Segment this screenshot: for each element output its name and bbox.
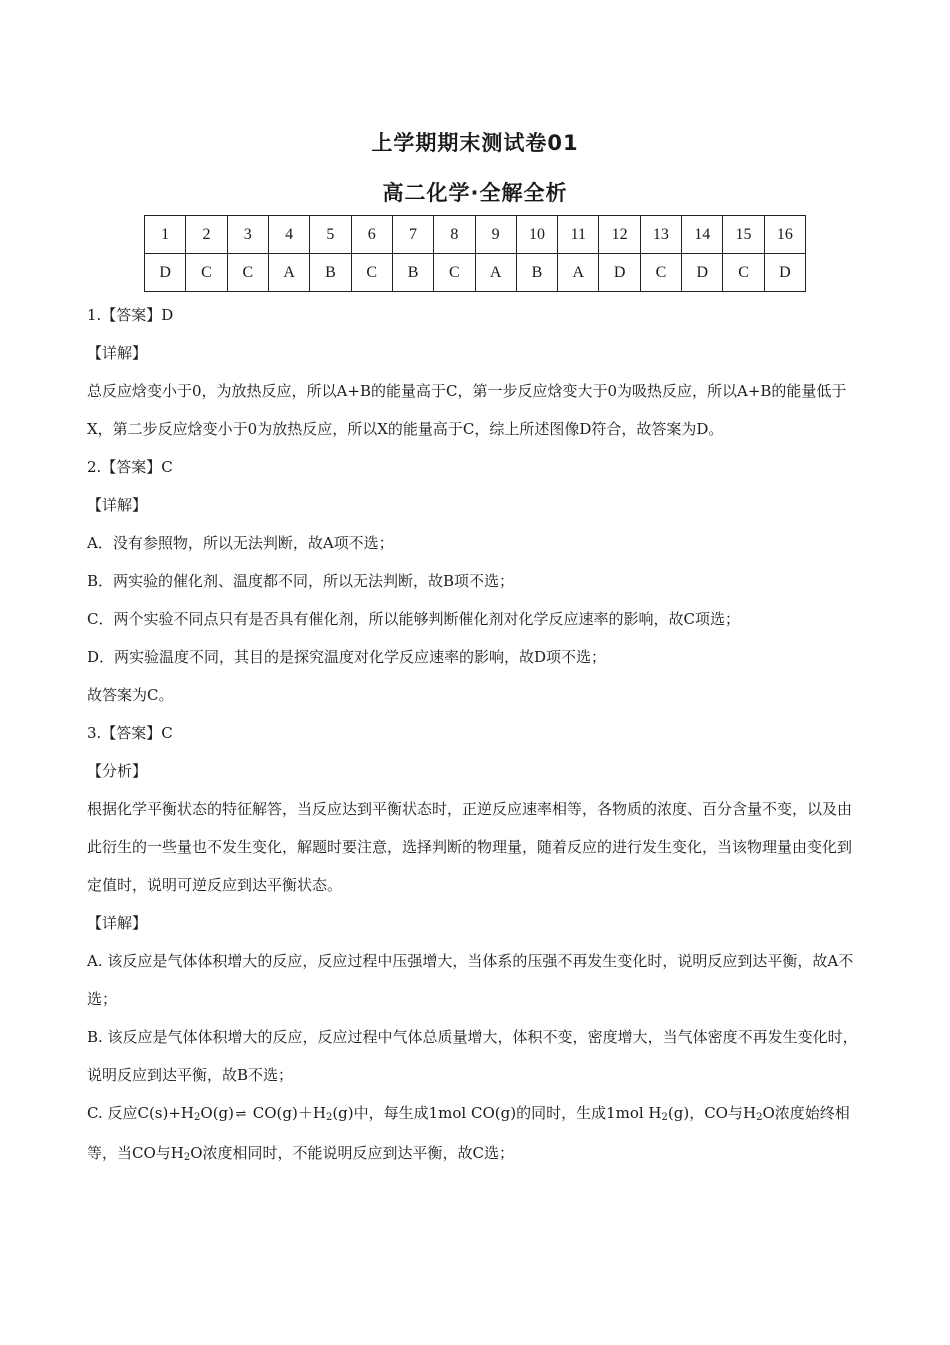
question-number-cell: 16 [764,216,805,254]
page-subtitle: 高二化学·全解全析 [382,181,568,205]
text-run: C. 反应C(s)+H [87,1104,195,1122]
text-run: (g)中，每生成1mol CO(g)的同时，生成1mol H [332,1104,662,1122]
answer-cell: A [558,254,599,292]
answer-table-answer-row [145,254,806,292]
subscript: 2 [325,1112,333,1123]
q1-detail-label: 【详解】 [87,344,148,362]
answer-cell: B [392,254,433,292]
text-run: (g)，CO与H [667,1104,757,1122]
subscript: 2 [661,1112,668,1123]
question-number-cell: 15 [723,216,764,254]
text-run: O(g) [200,1104,234,1122]
question-number-cell: 2 [186,216,227,254]
question-number-cell: 13 [640,216,681,254]
question-number-cell: 10 [516,216,557,254]
q3-option-a: A. 该反应是气体体积增大的反应，反应过程中压强增大，当体系的压强不再发生变化时，说明反应到达平衡，故A不选； [87,952,854,1008]
answer-table [144,215,806,292]
question-number-cell: 3 [227,216,268,254]
answer-table-number-row [145,216,806,254]
q1-detail: 总反应焓变小于0，为放热反应，所以A+B的能量高于C，第一步反应焓变大于0为吸热反应，所以A+B的能量低于X，第二步反应焓变小于0为放热反应，所以X的能量高于C，综上所述图像D符合，故答案为D。 [87,382,847,438]
page-title: 上学期期末测试卷01 [371,131,579,155]
answer-cell: D [145,254,186,292]
answer-cell: D [764,254,805,292]
q2-answer: 2.【答案】C [87,458,173,476]
q2-option-c: C．两个实验不同点只有是否具有催化剂，所以能够判断催化剂对化学反应速率的影响，故C项选； [87,610,740,628]
solutions-body [87,296,865,1172]
q2-detail-label: 【详解】 [87,496,148,514]
question-number-cell: 12 [599,216,640,254]
answer-cell: A [475,254,516,292]
text-run: CO(g)＋H [248,1104,326,1122]
answer-cell: C [351,254,392,292]
q2-option-b: B．两实验的催化剂、温度都不同，所以无法判断，故B项不选； [87,572,515,590]
answer-cell: C [227,254,268,292]
q3-analysis: 根据化学平衡状态的特征解答，当反应达到平衡状态时，正逆反应速率相等，各物质的浓度、百分含量不变，以及由此衍生的一些量也不发生变化，解题时要注意，选择判断的物理量，随着反应的进行发生变化，当该物理量由变化到定值时，说明可逆反应到达平衡状态。 [87,800,853,894]
answer-cell: C [640,254,681,292]
answer-cell: C [186,254,227,292]
subscript: 2 [756,1112,763,1123]
q2-option-a: A．没有参照物，所以无法判断，故A项不选； [87,534,394,552]
question-number-cell: 7 [392,216,433,254]
subscript: 2 [194,1112,201,1123]
q2-conclusion: 故答案为C。 [87,686,174,704]
answer-cell: D [599,254,640,292]
q3-option-c [87,1094,865,1172]
equilibrium-arrow-icon: ⇌ [235,1107,247,1122]
text-run: O浓度始终相等，当CO与H [87,1104,850,1162]
question-number-cell: 1 [145,216,186,254]
question-number-cell: 6 [351,216,392,254]
q3-analysis-label: 【分析】 [87,762,148,780]
q3-detail-label: 【详解】 [87,914,148,932]
question-number-cell: 4 [268,216,309,254]
answer-cell: A [268,254,309,292]
q1-answer: 1.【答案】D [87,306,174,324]
q3-option-b: B. 该反应是气体体积增大的反应，反应过程中气体总质量增大，体积不变，密度增大，当气体密度不再发生变化时，说明反应到达平衡，故B不选； [87,1028,858,1084]
answer-cell: B [310,254,351,292]
answer-cell: D [682,254,723,292]
answer-cell: C [434,254,475,292]
answer-cell: B [516,254,557,292]
question-number-cell: 14 [682,216,723,254]
subscript: 2 [183,1152,191,1163]
question-number-cell: 11 [558,216,599,254]
question-number-cell: 9 [475,216,516,254]
q3-answer: 3.【答案】C [87,724,173,742]
q2-option-d: D．两实验温度不同，其目的是探究温度对化学反应速率的影响，故D项不选； [87,648,607,666]
answer-cell: C [723,254,764,292]
question-number-cell: 5 [310,216,351,254]
text-run: O浓度相同时，不能说明反应到达平衡，故C选； [190,1144,515,1162]
question-number-cell: 8 [434,216,475,254]
